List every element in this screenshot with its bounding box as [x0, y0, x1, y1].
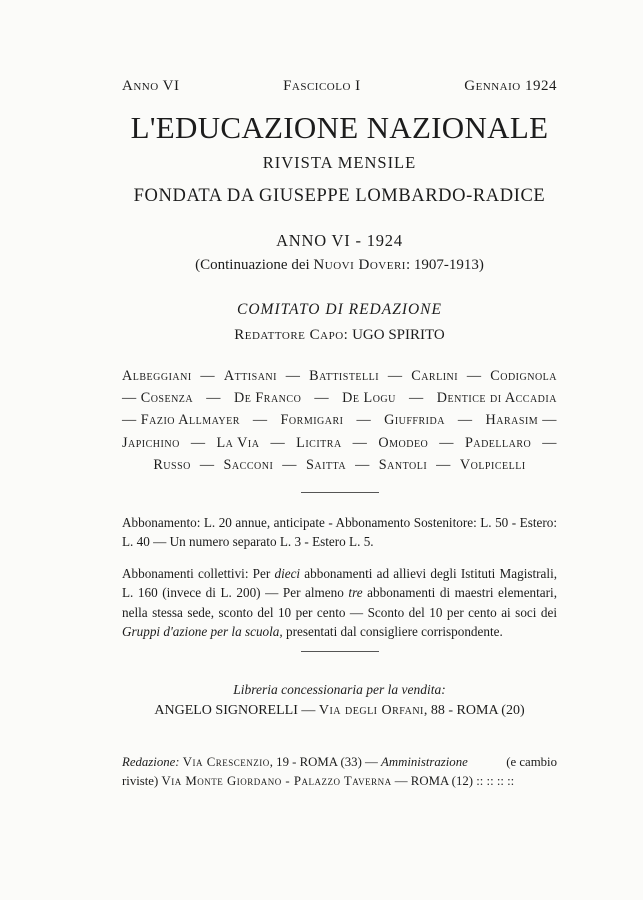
separator: — [282, 456, 297, 473]
member-name: — Cosenza [122, 390, 194, 407]
collective-subscription-paragraph [122, 564, 557, 642]
member-name: Sacconi [223, 456, 274, 473]
member-name: La Via [216, 434, 260, 451]
members-row [122, 409, 557, 431]
member-name: Harasim — [485, 412, 557, 429]
separator: — [314, 390, 330, 407]
bookshop-name: ANGELO SIGNORELLI — [154, 703, 316, 719]
member-name: Giuffrida [384, 412, 445, 429]
issue-number: Fascicolo I [283, 78, 361, 94]
subscription-paragraph: Abbonamento: L. 20 annue, anticipate - Abbonamento Sostenitore: L. 50 - Estero: L. 40 — Un numero separato L. 3 - Estero L. 5. [122, 515, 557, 550]
section-divider [301, 492, 379, 493]
editorial-address-line [122, 753, 557, 772]
committee-members [122, 365, 557, 476]
member-name: Battistelli [309, 368, 380, 384]
collective-text: abbonamenti di maestri elementari, nella stessa sede, sconto del 10 per cento — Sconto del 10 per cento ai soci dei [122, 585, 558, 620]
separator: — [285, 368, 301, 384]
member-name: Russo [153, 456, 191, 473]
bookshop-address [122, 701, 557, 721]
editorial-address: Via Crescenzio [182, 755, 270, 770]
separator: — [356, 412, 372, 429]
bookshop-label: Libreria concessionaria per la vendita: [233, 682, 446, 698]
member-name: De Franco [234, 390, 302, 407]
collective-text: abbonamenti ad allievi degli Istituti Magistrali, L. 160 (invece di L. 200) — Per almeno [122, 565, 558, 601]
member-name: Codignola [490, 368, 557, 384]
member-name: De Logu [342, 390, 396, 407]
separator: — [457, 412, 473, 429]
collective-three: tre [348, 585, 363, 601]
member-name: Albeggiani [122, 368, 192, 384]
continuation-name: Nuovi Doveri [313, 257, 406, 273]
separator: — [200, 368, 216, 384]
collective-ten: dieci [274, 565, 301, 581]
admin-address-line [122, 772, 557, 791]
continuation-years: : 1907-1913) [405, 257, 484, 273]
admin-address: Via Monte Giordano - Palazzo Taverna [161, 774, 392, 789]
bookshop-street: Via degli Orfani [318, 703, 424, 719]
separator: — [439, 434, 454, 451]
separator: — [199, 456, 215, 473]
section-divider [301, 651, 379, 652]
issue-year: Anno VI [122, 78, 180, 94]
member-name: Attisani [223, 368, 277, 384]
separator: — [466, 368, 482, 384]
member-name: Licitra [296, 434, 342, 451]
member-name: — Fazio Allmayer [122, 412, 240, 429]
issue-date: Gennaio 1924 [464, 78, 557, 94]
committee-heading: COMITATO DI REDAZIONE [237, 301, 442, 318]
members-row [122, 454, 557, 476]
member-name: Volpicelli [459, 456, 526, 473]
member-name: Santoli [378, 456, 428, 473]
separator: — [206, 390, 221, 407]
continuation-line [122, 255, 557, 275]
continuation-prefix: (Continuazione dei [195, 257, 310, 273]
contact-addresses [122, 753, 557, 791]
editorial-label: Redazione: [122, 755, 180, 770]
issue-header [122, 76, 557, 96]
admin-city: — ROMA (12) :: :: :: :: [394, 774, 515, 789]
separator: — [436, 456, 451, 473]
separator: — [387, 368, 403, 384]
chief-editor-label: Redattore Capo: [234, 327, 349, 343]
collective-groups: Gruppi d'azione per la scuola, [122, 624, 283, 640]
member-name: Padellaro [464, 434, 532, 451]
separator: — [252, 412, 268, 429]
separator: — [270, 434, 286, 451]
member-name: Carlini [411, 368, 459, 384]
journal-title: L'EDUCAZIONE NAZIONALE [130, 110, 549, 145]
members-row [122, 432, 557, 454]
member-name: Dentice di Accadia [436, 390, 557, 407]
separator: — [190, 434, 206, 451]
chief-editor-name: UGO SPIRITO [352, 327, 445, 343]
separator: — [355, 456, 370, 473]
bookshop-city: , 88 - ROMA (20) [423, 703, 525, 719]
collective-text: Abbonamenti collettivi: Per [122, 565, 271, 581]
admin-note-close: riviste) [122, 774, 159, 789]
admin-note-open: (e cambio [506, 755, 557, 770]
editorial-city: , 19 - ROMA (33) — [269, 755, 378, 770]
member-name: Saitta [305, 456, 347, 473]
chief-editor-line [122, 325, 557, 345]
separator: — [352, 434, 368, 451]
separator: — [542, 434, 557, 451]
collective-text: presentati dal consigliere corrispondente. [286, 624, 503, 640]
founder-line: FONDATA DA GIUSEPPE LOMBARDO-RADICE [133, 186, 546, 206]
volume-year: ANNO VI - 1924 [276, 231, 403, 250]
separator: — [408, 390, 424, 407]
members-row [122, 365, 557, 387]
member-name: Formigari [280, 412, 344, 429]
journal-subtitle: RIVISTA MENSILE [262, 153, 417, 172]
admin-label: Amministrazione [381, 755, 468, 770]
members-row [122, 387, 557, 409]
member-name: Omodeo [378, 434, 429, 451]
member-name: Japichino [122, 434, 180, 451]
